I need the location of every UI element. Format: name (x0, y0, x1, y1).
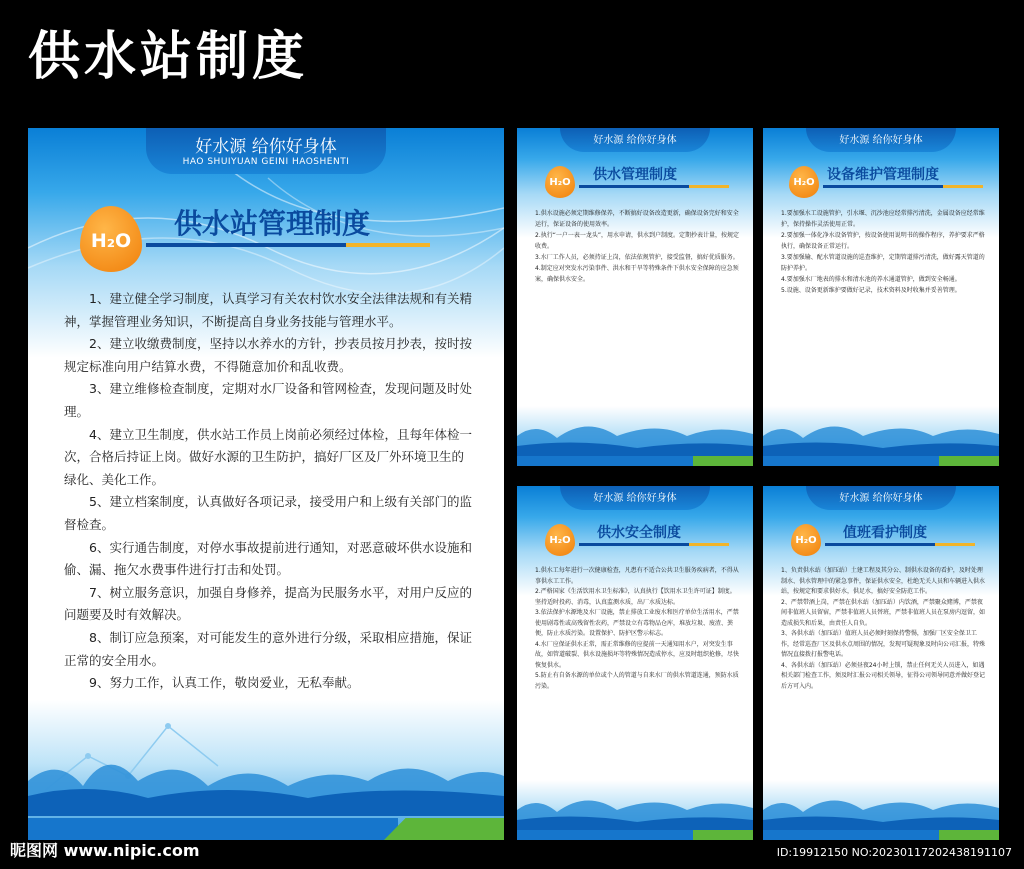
title-underline (146, 243, 346, 247)
slogan-pinyin: HAO SHUIYUAN GEINI HAOSHENTI (182, 157, 350, 167)
h2o-drop-icon: H₂O (791, 524, 821, 556)
rule-item: 6、实行通告制度，对停水事故提前进行通知，对恶意破坏供水设施和偷、漏、拖欠水费事件进行打击和处罚。 (64, 539, 472, 578)
rules-list (64, 288, 474, 695)
title-underline-accent (943, 185, 983, 188)
slogan-tab (146, 128, 386, 174)
title-underline-accent (689, 185, 729, 188)
rule-item: 1.要加强水工设施管护，引水堰、沉沙池应经常排污清洗，金属设备应经常维护，保持操作灵活使用正常。 (781, 210, 985, 228)
title-underline-accent (689, 543, 729, 546)
h2o-drop-icon: H₂O (545, 524, 575, 556)
slogan-tab (560, 486, 710, 510)
watermark-id: ID:19912150 NO:20230117202438191107 (776, 846, 1012, 859)
rule-item: 8、制订应急预案，对可能发生的意外进行分级，采取相应措施，保证正常的安全用水。 (64, 629, 472, 668)
bottom-stripe (517, 456, 697, 466)
rule-item: 4.水厂应保证供水正常，需正常维修的应提前一天通知用水户，对突发生事故，如管道破裂、供水设施损坏等特殊情况造成停水，应及时组织抢修，尽快恢复供水。 (535, 640, 740, 669)
slogan-tab (560, 128, 710, 152)
board-title: 值班看护制度 (843, 525, 927, 541)
rule-item: 1.供水设施必须定期维修保养，不断搞好设备改造更新，确保设备完好和安全运行，保证设备的使用效率。 (535, 210, 739, 228)
water-splash-decoration (517, 406, 753, 456)
title-underline (823, 185, 943, 188)
h2o-drop-icon: H₂O (789, 166, 819, 198)
rule-item: 5.设施、设备更新维护要做好记录，技术资料及时收集并妥善管理。 (781, 287, 961, 294)
water-splash-decoration (517, 780, 753, 830)
supply-board (517, 128, 753, 466)
title-underline (579, 185, 689, 188)
board-title: 供水安全制度 (597, 525, 681, 541)
rule-item: 1、建立健全学习制度，认真学习有关农村饮水安全法律法规和有关精神，掌握管理业务知识，不断提高自身业务技能与管理水平。 (64, 291, 472, 329)
water-splash-decoration (763, 780, 999, 830)
rule-item: 9、努力工作，认真工作，敬岗爱业，无私奉献。 (89, 675, 360, 691)
slogan-text: 好水源 给你好身体 (593, 493, 677, 504)
bottom-stripe-accent (939, 456, 999, 466)
rule-item: 2.要加强一体化净水设备管护，按设备使用说明书的操作程序，养护要求严格执行，确保设备正常运行。 (781, 232, 985, 250)
rule-item: 3.要加强输、配水管道设施的巡查维护，定期管道排污清洗，做好露天管道的防护养护。 (781, 254, 985, 272)
slogan-text: 好水源 给你好身体 (839, 135, 923, 146)
safety-board (517, 486, 753, 840)
rules-list (781, 208, 985, 296)
title-underline (825, 543, 935, 546)
bottom-stripe-accent (939, 830, 999, 840)
slogan-text: 好水源 给你好身体 (593, 135, 677, 146)
rule-item: 4.制定应对突发水污染事件、洪水和干旱等特殊条件下供水安全保障的应急预案，确保供水安全。 (535, 265, 739, 283)
slogan-tab (806, 128, 956, 152)
rule-item: 3.水厂工作人员，必须持证上岗，依法依规管护，接受监督，搞好优质服务。 (535, 254, 739, 261)
rule-item: 4、各供水站（加压站）必须昼夜24小时上锁，禁止任何无关人员进入，如遇相关部门检查工作，须及时汇报公司相关领导，征得公司领导同意并做好登记后方可入内。 (781, 661, 986, 690)
rule-item: 2、建立收缴费制度，坚持以水养水的方针，抄表员按月抄表，按时按规定标准向用户结算水费，不得随意加价和乱收费。 (64, 336, 472, 374)
rule-item: 5、建立档案制度，认真做好各项记录，接受用户和上级有关部门的监督检查。 (64, 494, 472, 532)
rule-item: 7、树立服务意识，加强自身修养，提高为民服务水平，对用户反应的问题要及时有效解决。 (64, 584, 472, 623)
rule-item: 1.供水工每年进行一次健康检查，凡患有不适合公共卫生服务疾病者，不得从事供水工工作。 (535, 567, 739, 585)
rule-item: 2、严禁带酒上岗，严禁在供水站（加压站）内饮酒，严禁聚众赌博，严禁夜间非值班人员留宿，严禁非值班人员替班，严禁非值班人员在泵房内逗留，如造成损失和后果，由责任人自负。 (781, 598, 986, 627)
rule-item: 3、各供水站（加压站）值班人员必须时刻保持警惕，加强厂区安全保卫工作，经常巡查厂区及供水点周围的情况，发现可疑现象及时向公司汇报，特殊情况直接拨打报警电话。 (781, 630, 986, 658)
title-underline (579, 543, 689, 546)
title-underline-accent (935, 543, 975, 546)
rule-item: 2.执行“一户一表一龙头”，用水申请，供水到户制度。定期抄表计量，按规定收费。 (535, 232, 739, 250)
rule-item: 4、建立卫生制度，供水站工作员上岗前必须经过体检，且每年体检一次，合格后持证上岗。做好水源的卫生防护，搞好厂区及厂外环境卫生的绿化、美化工作。 (64, 426, 472, 487)
water-splash-decoration (28, 686, 504, 816)
watermark-logo: 昵图网 www.nipic.com (10, 841, 200, 860)
board-title: 设备维护管理制度 (827, 167, 939, 183)
bottom-stripe (763, 456, 943, 466)
bottom-stripe (28, 818, 398, 840)
h2o-drop-icon: H₂O (545, 166, 575, 198)
rule-item: 5.防止有自备水源的单位或个人的管道与自来水厂的供水管道连通，预防水质污染。 (535, 672, 739, 690)
bottom-stripe-accent (693, 456, 753, 466)
slogan-text: 好水源 给你好身体 (839, 493, 923, 504)
page-title: 供水站制度 (28, 27, 309, 87)
equipment-board (763, 128, 999, 466)
bottom-stripe (763, 830, 943, 840)
water-splash-decoration (763, 406, 999, 456)
board-title: 供水管理制度 (593, 167, 677, 183)
rules-list (781, 566, 985, 692)
rule-item: 2.严格国家《生活饮用水卫生标准》，认真执行【饮用水卫生许可证】制度。坚持适时投药、消毒，认真监测水质，出厂水质达标。 (535, 588, 736, 606)
h2o-drop-icon: H₂O (80, 206, 142, 272)
bottom-stripe (517, 830, 697, 840)
main-board (28, 128, 504, 840)
rules-list (535, 208, 739, 285)
rule-item: 4.要加强水厂地表的排水和清水池的养水通道管护，做到安全畅通。 (781, 276, 961, 283)
rule-item: 3.依法保护水源地及水厂设施，禁止排放工业废水和医疗单位生活用水，严禁使用剧毒性或高残留性农药，严禁设立有毒物品仓库，堆放垃圾、废渣、粪便，防止水质污染。设置保护、防护区警示标志。 (535, 609, 739, 637)
duty-board (763, 486, 999, 840)
rule-item: 1、负责供水站（加压站）土建工程及其分公、制供水设备的看护，及时处理制水、供水管理中的紧急事件，保证供水安全，杜绝无关人员和车辆进入供水站，按规定和要求供好水，供足水，搞好安全防范工作。 (781, 567, 986, 595)
title-underline-accent (346, 243, 430, 247)
slogan-text: 好水源 给你好身体 (195, 137, 337, 157)
rule-item: 3、建立维修检查制度，定期对水厂设备和管网检查，发现问题及时处理。 (64, 381, 472, 419)
rules-list (535, 566, 739, 692)
slogan-tab (806, 486, 956, 510)
bottom-stripe-accent (693, 830, 753, 840)
board-title: 供水站管理制度 (174, 207, 371, 240)
